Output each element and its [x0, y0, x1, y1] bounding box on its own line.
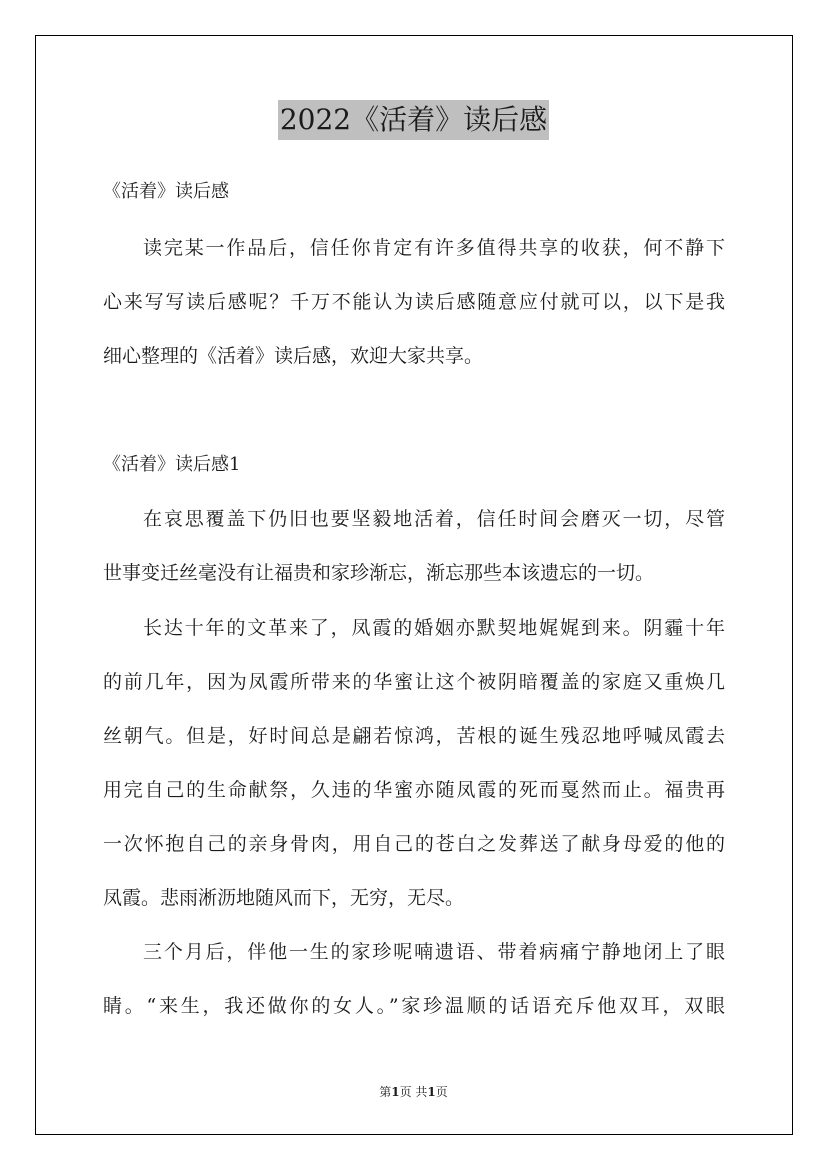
p3-line-1: 三个月后，伴他一生的家珍呢喃遗语、带着病痛宁静地闭上了眼: [143, 941, 725, 963]
footer-page-number: 1: [391, 1085, 400, 1099]
footer-page-total: 1: [427, 1085, 436, 1099]
page-footer: [0, 1084, 827, 1100]
footer-mid: 页 共: [399, 1085, 428, 1099]
intro-line-2: 心来写写读后感呢？千万不能认为读后感随意应付就可以，以下是我: [103, 291, 725, 313]
intro-line-3: 细心整理的《活着》读后感，欢迎大家共享。: [103, 345, 484, 367]
section-heading-1: 《活着》读后感1: [103, 454, 241, 475]
title-container: [0, 100, 827, 140]
p1-line-2: 世事变迁丝毫没有让福贵和家珍渐忘，渐忘那些本该遗忘的一切。: [103, 562, 655, 584]
footer-suffix: 页: [435, 1085, 448, 1099]
p2-line-4: 用完自己的生命献祭，久违的华蜜亦随凤霞的死而戛然而止。福贵再: [103, 779, 725, 801]
p2-line-6: 凤霞。悲雨淅沥地随风而下，无穷，无尽。: [103, 887, 465, 909]
intro-line-1: 读完某一作品后，信任你肯定有许多值得共享的收获，何不静下: [143, 237, 725, 259]
p2-line-3: 丝朝气。但是，好时间总是翩若惊鸿，苦根的诞生残忍地呼喊凤霞去: [103, 725, 725, 747]
footer-prefix: 第: [379, 1085, 392, 1099]
p3-line-2: 睛。“来生，我还做你的女人。”家珍温顺的话语充斥他双耳，双眼: [103, 995, 725, 1017]
document-subtitle: 《活着》读后感: [103, 181, 229, 202]
p1-line-1: 在哀思覆盖下仍旧也要坚毅地活着，信任时间会磨灭一切，尽管: [143, 508, 725, 530]
p2-line-1: 长达十年的文革来了，凤霞的婚姻亦默契地娓娓到来。阴霾十年: [143, 617, 725, 639]
document-title: 2022《活着》读后感: [278, 100, 549, 140]
p2-line-5: 一次怀抱自己的亲身骨肉，用自己的苍白之发葬送了献身母爱的他的: [103, 833, 725, 855]
p2-line-2: 的前几年，因为凤霞所带来的华蜜让这个被阴暗覆盖的家庭又重焕几: [103, 671, 725, 693]
